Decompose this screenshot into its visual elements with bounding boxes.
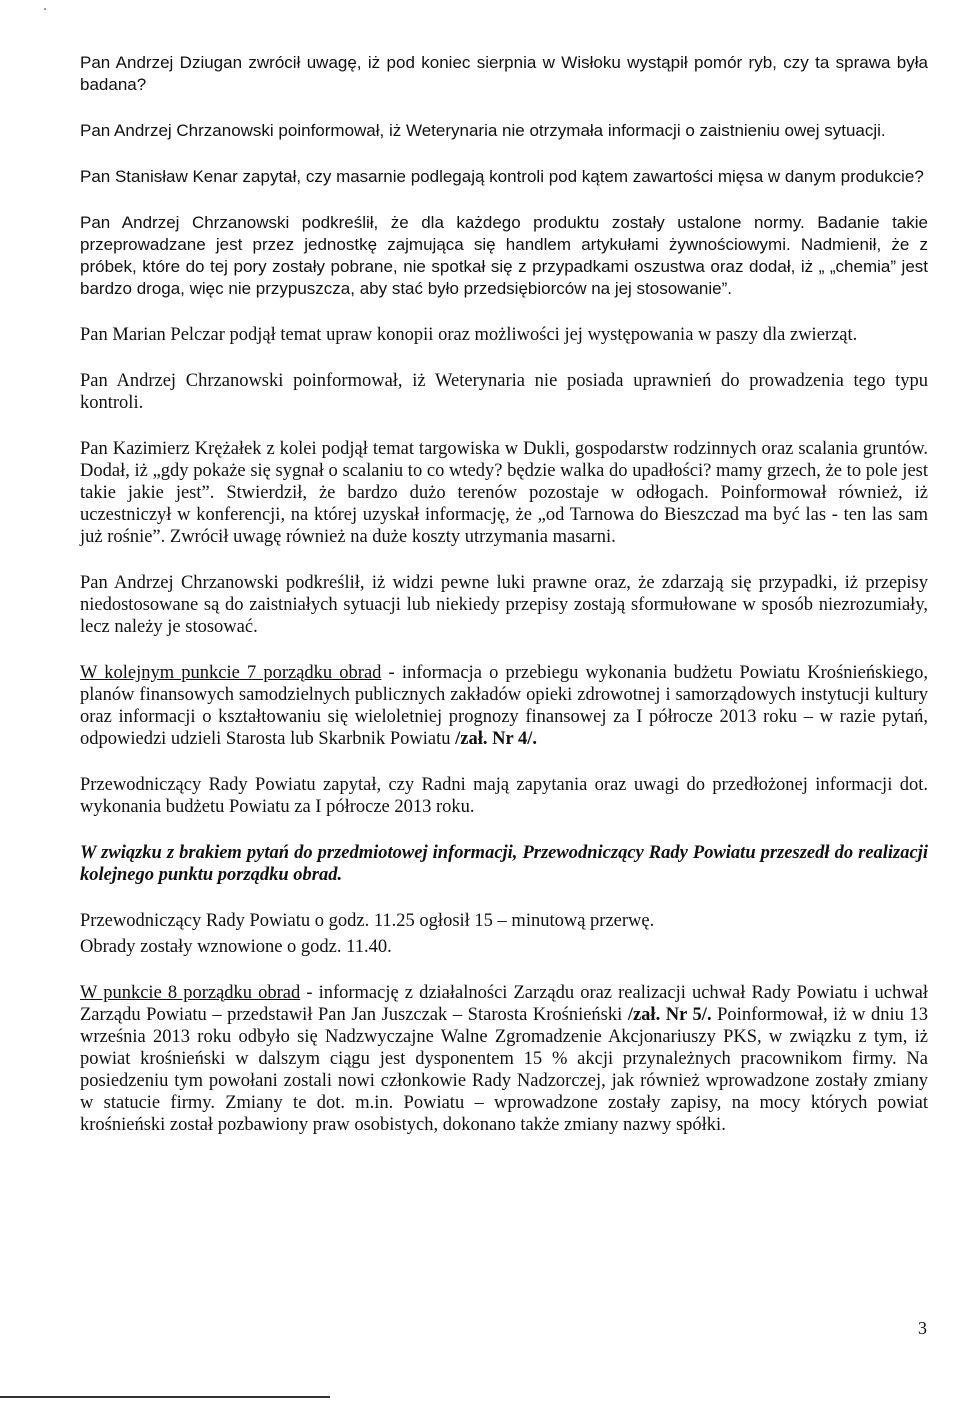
paragraph-chair-proceeds: W związku z brakiem pytań do przedmiotowej informacji, Przewodniczący Rady Powiatu przeszedł do realizacji kolejnego punktu porządku obrad. [80, 843, 928, 885]
scan-edge-line [0, 1396, 330, 1398]
paragraph-chrzanowski-reply-1: Pan Andrzej Chrzanowski poinformował, iż Weterynaria nie otrzymała informacji o zaistnieniu owej sytuacji. [80, 121, 886, 140]
paragraph-chrzanowski-norms: Pan Andrzej Chrzanowski podkreślił, że dla każdego produktu zostały ustalone normy. Badanie takie przeprowadzane jest przez jednostkę zajmująca się handlem artykułami żywnościowymi. Nadmienił, że z próbek, które do tej pory zostały pobrane, nie spotkał się z przypadkami oszustwa oraz dodał, iż „ „chemia” jest bardzo droga, więc nie przypuszcza, aby stać było przedsiębiorców na jej stosowanie”. [80, 213, 928, 298]
document-page [80, 52, 928, 1160]
paragraph-break-announcement: Przewodniczący Rady Powiatu o godz. 11.25 ogłosił 15 – minutową przerwę. [80, 911, 655, 931]
paragraph-kenar-question: Pan Stanisław Kenar zapytał, czy masarnie podlegają kontroli pod kątem zawartości mięsa w danym produkcie? [80, 167, 924, 186]
agenda-point-7-text: - informacja o przebiegu wykonania budżetu Powiatu Krośnieńskiego, planów finansowych samodzielnych publicznych zakładów opieki zdrowotnej i samorządowych instytucji kultury oraz informacji o kształtowaniu się wieloletniej prognozy finansowej za I półrocze 2013 roku – w razie pytań, odpowiedzi udzieli Starosta lub Skarbnik Powiatu [80, 663, 928, 749]
attachment-4-ref: /zał. Nr 4/. [455, 729, 537, 749]
agenda-point-8-label: W punkcie 8 porządku obrad [80, 983, 301, 1003]
paragraph-chair-question: Przewodniczący Rady Powiatu zapytał, czy Radni mają zapytania oraz uwagi do przedłożonej informacji dot. wykonania budżetu Powiatu za I półrocze 2013 roku. [80, 775, 928, 817]
paragraph-pelczar-topic: Pan Marian Pelczar podjął temat upraw konopii oraz możliwości jej występowania w paszy dla zwierząt. [80, 325, 858, 345]
paragraph-krezalek-topic: Pan Kazimierz Krężałek z kolei podjął temat targowiska w Dukli, gospodarstw rodzinnych oraz scalania gruntów. Dodał, iż „gdy pokaże się sygnał o scalaniu to co wtedy? będzie walka do upadłości? mamy grzech, że to pole jest takie jakie jest”. Stwierdził, że bardzo dużo terenów pozostaje w odłogach. Poinformował również, iż uczestniczył w konferencji, na której uzyskał informację, że „od Tarnowa do Bieszczad ma być las - ten las sam już rośnie”. Zwrócił uwagę również na duże koszty utrzymania masarni. [80, 439, 928, 547]
agenda-point-7-label: W kolejnym punkcie 7 porządku obrad [80, 663, 382, 683]
page-number: 3 [918, 1318, 927, 1338]
scan-speck [44, 8, 46, 10]
paragraph-dziugan-question: Pan Andrzej Dziugan zwrócił uwagę, iż pod koniec sierpnia w Wisłoku wystąpił pomór ryb, czy ta sprawa była badana? [80, 53, 928, 94]
agenda-point-8-text: - informację z działalności Zarządu oraz realizacji uchwał Rady Powiatu i uchwał Zarządu Powiatu – przedstawił Pan Jan Juszczak – Starosta Krośnieński [80, 983, 928, 1025]
attachment-5-ref: /zał. Nr 5/. [627, 1005, 712, 1025]
paragraph-session-resumed: Obrady zostały wznowione o godz. 11.40. [80, 937, 392, 957]
agenda-point-8-details: Poinformował, iż w dniu 13 września 2013 roku odbyło się Nadzwyczajne Walne Zgromadzenie Akcjonariuszy PKS, w związku z tym, iż powiat krośnieński w dalszym ciągu jest dysponentem 15 % akcji przynależnych pracownikom firmy. Na posiedzeniu tym powołani zostali nowi członkowie Rady Nadzorczej, jak również wprowadzone zostały zmiany w statucie firmy. Zmiany te dot. m.in. Powiatu – wprowadzone zostały zapisy, na mocy których powiat krośnieński został pozbawiony praw osobistych, dokonano także zmiany nazwy spółki. [80, 1005, 928, 1135]
paragraph-chrzanowski-reply-2: Pan Andrzej Chrzanowski poinformował, iż Weterynaria nie posiada uprawnień do prowadzenia tego typu kontroli. [80, 371, 928, 413]
paragraph-agenda-point-7 [80, 662, 928, 750]
paragraph-chrzanowski-legal-gaps: Pan Andrzej Chrzanowski podkreślił, iż widzi pewne luki prawne oraz, że zdarzają się przypadki, iż przepisy niedostosowane są do zaistniałych sytuacji lub niekiedy przepisy zostają sformułowane w sposób niezrozumiały, lecz należy je stosować. [80, 573, 928, 637]
paragraph-agenda-point-8 [80, 982, 928, 1136]
